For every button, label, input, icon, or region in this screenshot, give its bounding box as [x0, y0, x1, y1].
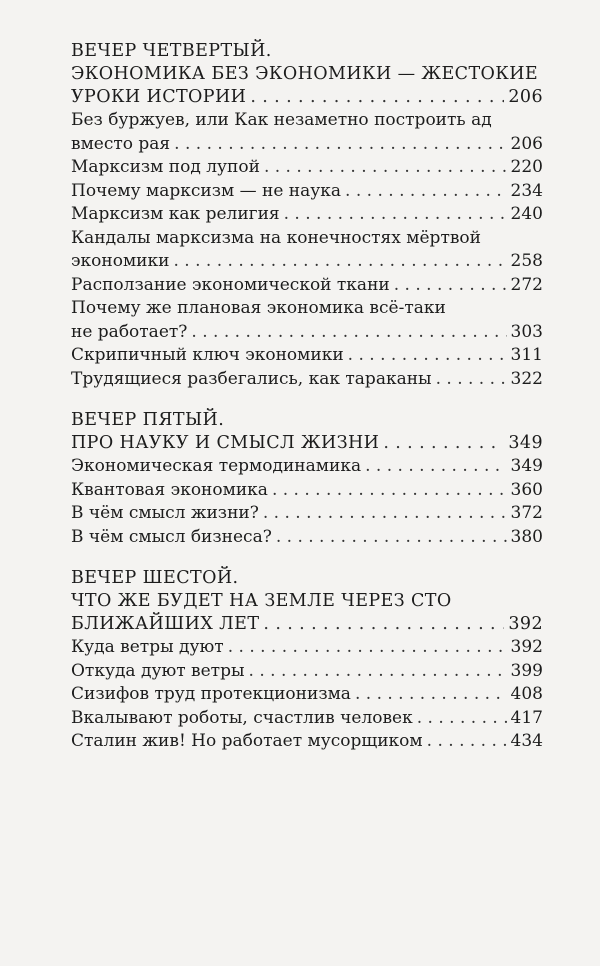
page-number: 392 [508, 614, 543, 634]
entry-title-line: Почему же плановая экономика всё-таки [71, 298, 446, 318]
entry-title: Скрипичный ключ экономики [71, 345, 344, 365]
toc-entry[interactable] [71, 297, 543, 344]
section-title-line: ЭКОНОМИКА БЕЗ ЭКОНОМИКИ — ЖЕСТОКИЕ [71, 64, 539, 84]
entry-title: Квантовая экономика [71, 479, 268, 500]
entry-title: Трудящиеся разбегались, как тараканы [71, 368, 432, 389]
entry-title: не работает? [71, 321, 188, 342]
dot-leader [228, 636, 507, 660]
toc-entry[interactable] [71, 203, 543, 227]
toc-entry[interactable] [71, 636, 543, 660]
page-number: 234 [510, 180, 543, 201]
entry-title: Сизифов труд протекционизма [71, 684, 351, 704]
page-number: 206 [508, 87, 543, 107]
toc-entry[interactable] [71, 109, 543, 156]
toc-entry[interactable] [71, 526, 543, 550]
toc-entry[interactable] [71, 660, 543, 684]
section-title-line: БЛИЖАЙШИХ ЛЕТ [71, 614, 260, 634]
dot-leader [174, 133, 506, 157]
dot-leader [417, 707, 507, 731]
section-label: ВЕЧЕР ШЕСТОЙ. [71, 568, 239, 588]
toc-entry[interactable] [71, 368, 543, 392]
entry-title: В чём смысл жизни? [71, 503, 259, 523]
page-number: 372 [510, 503, 543, 523]
toc-section-evening-six [71, 567, 543, 754]
section-label: ВЕЧЕР ЧЕТВЕРТЫЙ. [71, 41, 272, 61]
dot-leader [355, 683, 507, 707]
page-number: 380 [510, 526, 543, 547]
dot-leader [250, 86, 504, 109]
toc-entry[interactable] [71, 274, 543, 298]
page-number: 240 [510, 204, 543, 224]
toc-entry[interactable] [71, 156, 543, 180]
toc-entry[interactable] [71, 683, 543, 707]
page-number: 349 [508, 433, 543, 453]
page-number: 392 [510, 637, 543, 657]
toc-section-evening-five [71, 409, 543, 549]
table-of-contents [71, 40, 543, 772]
section-title-line: ПРО НАУКУ И СМЫСЛ ЖИЗНИ [71, 433, 380, 453]
section-title-line: УРОКИ ИСТОРИИ [71, 87, 247, 107]
entry-title: Куда ветры дуют [71, 637, 224, 657]
dot-leader [394, 274, 507, 298]
dot-leader [191, 321, 506, 345]
dot-leader [345, 180, 507, 204]
toc-entry[interactable] [71, 730, 543, 754]
entry-title: В чём смысл бизнеса? [71, 526, 272, 547]
dot-leader [173, 250, 506, 274]
dot-leader [427, 730, 507, 754]
toc-entry[interactable] [71, 344, 543, 368]
toc-section-evening-four [71, 40, 543, 391]
dot-leader [272, 479, 507, 503]
toc-entry[interactable] [71, 479, 543, 503]
page-number: 206 [510, 133, 543, 154]
dot-leader [264, 156, 507, 180]
page-number: 220 [510, 157, 543, 177]
dot-leader [263, 613, 504, 636]
section-label: ВЕЧЕР ПЯТЫЙ. [71, 410, 225, 430]
toc-entry[interactable] [71, 227, 543, 274]
section-title[interactable] [71, 63, 543, 109]
dot-leader [249, 660, 507, 684]
toc-entry[interactable] [71, 180, 543, 204]
page-number: 360 [510, 479, 543, 500]
toc-entry[interactable] [71, 502, 543, 526]
entry-title: Расползание экономической ткани [71, 274, 390, 295]
toc-entry[interactable] [71, 707, 543, 731]
page-number: 399 [510, 660, 543, 681]
page-number: 434 [510, 731, 543, 751]
entry-title-line: Кандалы марксизма на конечностях мёртвой [71, 227, 481, 248]
page-number: 349 [510, 456, 543, 476]
page-number: 408 [510, 684, 543, 704]
entry-title: Марксизм как религия [71, 204, 280, 224]
dot-leader [436, 368, 507, 392]
entry-title: Сталин жив! Но работает мусорщиком [71, 731, 423, 751]
dot-leader [383, 432, 504, 455]
section-title-line: ЧТО ЖЕ БУДЕТ НА ЗЕМЛЕ ЧЕРЕЗ СТО [71, 591, 452, 611]
entry-title: Откуда дуют ветры [71, 660, 245, 681]
dot-leader [276, 526, 507, 550]
dot-leader [348, 344, 507, 368]
entry-title: Экономическая термодинамика [71, 456, 362, 476]
section-title[interactable] [71, 432, 543, 455]
entry-title: вместо рая [71, 133, 171, 154]
page-number: 311 [510, 345, 543, 365]
page-number: 417 [510, 707, 543, 728]
entry-title: экономики [71, 251, 170, 271]
dot-leader [365, 455, 506, 479]
dot-leader [284, 203, 507, 227]
entry-title: Почему марксизм — не наука [71, 180, 342, 201]
entry-title: Вкалывают роботы, счастлив человек [71, 707, 413, 728]
page-number: 258 [510, 251, 543, 271]
entry-title-line: Без буржуев, или Как незаметно построить ад [71, 110, 492, 130]
entry-title: Марксизм под лупой [71, 157, 260, 177]
page-number: 272 [510, 274, 543, 295]
page-number: 303 [510, 321, 543, 342]
page-number: 322 [510, 368, 543, 389]
toc-entry[interactable] [71, 455, 543, 479]
dot-leader [263, 502, 507, 526]
section-title[interactable] [71, 590, 543, 636]
